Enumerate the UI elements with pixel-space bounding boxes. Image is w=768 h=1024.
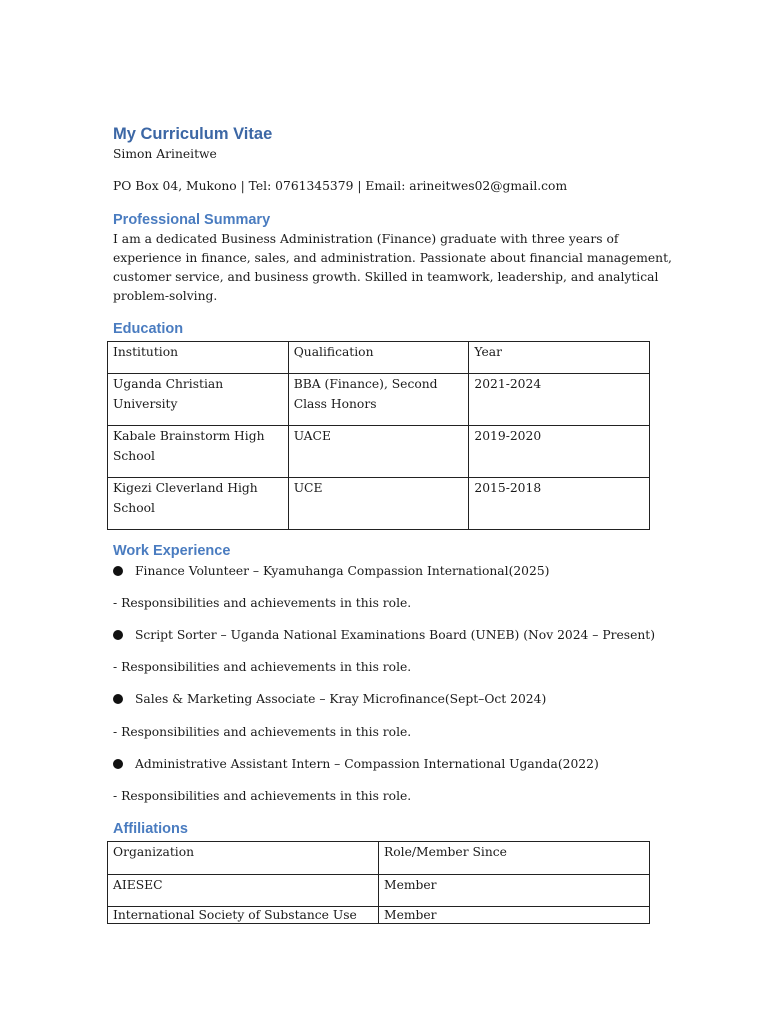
summary-paragraph [113, 230, 672, 306]
year-cell: 2015-2018 [469, 478, 650, 530]
header-cell: Qualification [288, 342, 469, 374]
year-cell: 2019-2020 [469, 426, 650, 478]
table-header-row [108, 342, 650, 374]
table-row [108, 426, 650, 478]
document-title: My Curriculum Vitae [113, 125, 273, 143]
work-detail: - Responsibilities and achievements in this role. [113, 660, 412, 674]
role-cell: Member [379, 907, 650, 924]
work-detail: - Responsibilities and achievements in this role. [113, 725, 412, 739]
table-row [108, 875, 650, 907]
candidate-name: Simon Arineitwe [113, 147, 217, 161]
bullet-icon [113, 630, 123, 640]
institution-cell: Kabale Brainstorm High School [108, 426, 289, 478]
work-role: Sales & Marketing Associate – Kray Microfinance(Sept–Oct 2024) [135, 692, 547, 706]
qualification-cell: BBA (Finance), Second Class Honors [288, 374, 469, 426]
work-role: Finance Volunteer – Kyamuhanga Compassion International(2025) [135, 564, 550, 578]
header-cell: Organization [108, 842, 379, 875]
work-item [113, 690, 546, 709]
contact-line: PO Box 04, Mukono | Tel: 0761345379 | Email: arineitwes02@gmail.com [113, 179, 568, 193]
institution-cell: Uganda Christian University [108, 374, 289, 426]
summary-heading: Professional Summary [113, 212, 271, 228]
affiliations-heading: Affiliations [113, 821, 188, 837]
work-role: Script Sorter – Uganda National Examinations Board (UNEB) (Nov 2024 – Present) [135, 628, 655, 642]
organization-cell: AIESEC [108, 875, 379, 907]
year-cell: 2021-2024 [469, 374, 650, 426]
table-row [108, 478, 650, 530]
header-cell: Role/Member Since [379, 842, 650, 875]
work-detail: - Responsibilities and achievements in this role. [113, 789, 412, 803]
summary-line: experience in finance, sales, and administration. Passionate about financial management, [113, 251, 672, 265]
table-row [108, 907, 650, 924]
work-heading: Work Experience [113, 543, 231, 559]
work-item [113, 562, 549, 581]
work-role: Administrative Assistant Intern – Compassion International Uganda(2022) [135, 757, 599, 771]
header-cell: Institution [108, 342, 289, 374]
education-heading: Education [113, 321, 184, 337]
affiliations-table [107, 841, 650, 924]
work-detail: - Responsibilities and achievements in this role. [113, 596, 412, 610]
institution-cell: Kigezi Cleverland High School [108, 478, 289, 530]
summary-line: I am a dedicated Business Administration (Finance) graduate with three years of [113, 232, 619, 246]
table-row [108, 374, 650, 426]
education-table [107, 341, 650, 530]
table-header-row [108, 842, 650, 875]
work-item [113, 755, 599, 774]
summary-line: problem-solving. [113, 289, 218, 303]
qualification-cell: UCE [288, 478, 469, 530]
organization-cell: International Society of Substance Use [108, 907, 379, 924]
header-cell: Year [469, 342, 650, 374]
qualification-cell: UACE [288, 426, 469, 478]
bullet-icon [113, 566, 123, 576]
bullet-icon [113, 694, 123, 704]
role-cell: Member [379, 875, 650, 907]
summary-line: customer service, and business growth. Skilled in teamwork, leadership, and analytical [113, 270, 659, 284]
work-item [113, 626, 655, 645]
bullet-icon [113, 759, 123, 769]
